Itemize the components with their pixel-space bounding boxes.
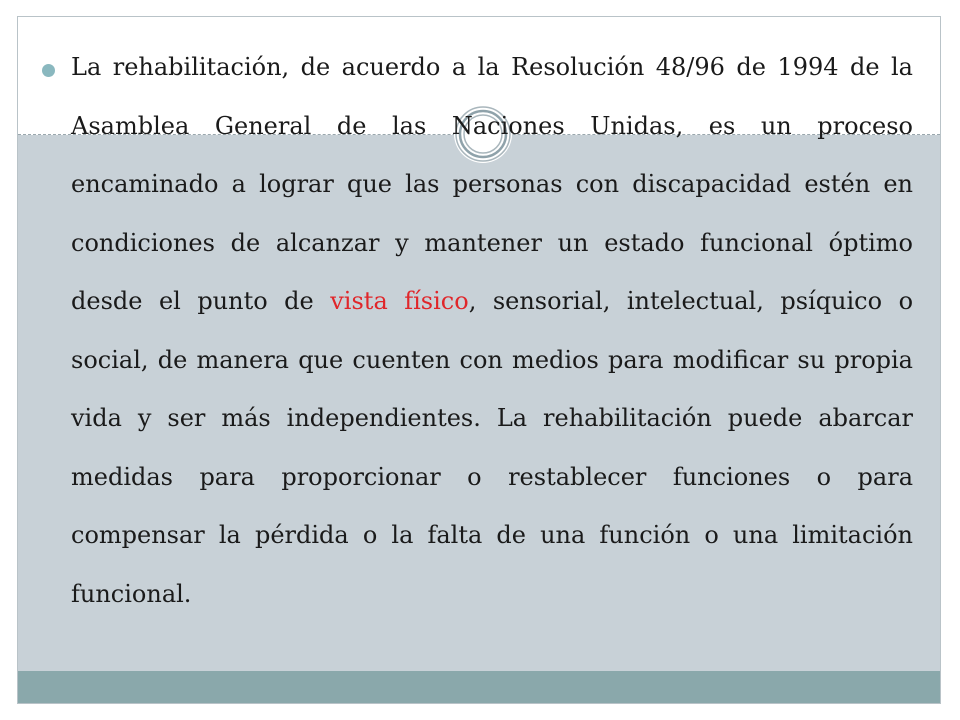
slide-content xyxy=(37,38,913,623)
bullet-item xyxy=(37,38,913,623)
bullet-dot-icon xyxy=(42,64,55,77)
body-paragraph xyxy=(71,38,913,623)
footer-band xyxy=(18,671,940,704)
paragraph-text-end: , sensorial, intelectual, psíquico o social, de manera que cuenten con medios para modificar su propia vida y ser más independientes. La rehabilitación puede abarcar medidas para proporcionar o restablecer funciones o para compensar la pérdida o la falta de una función o una limitación funcional. xyxy=(71,287,914,608)
paragraph-text-start: La rehabilitación, de acuerdo a la Resolución 48/96 de 1994 de la Asamblea General de las Naciones Unidas, es un proceso encaminado a lograr que las personas con discapacidad estén en condiciones de alcanzar y mantener un estado funcional óptimo desde el punto de xyxy=(71,53,913,315)
highlighted-text: vista físico xyxy=(330,287,469,315)
